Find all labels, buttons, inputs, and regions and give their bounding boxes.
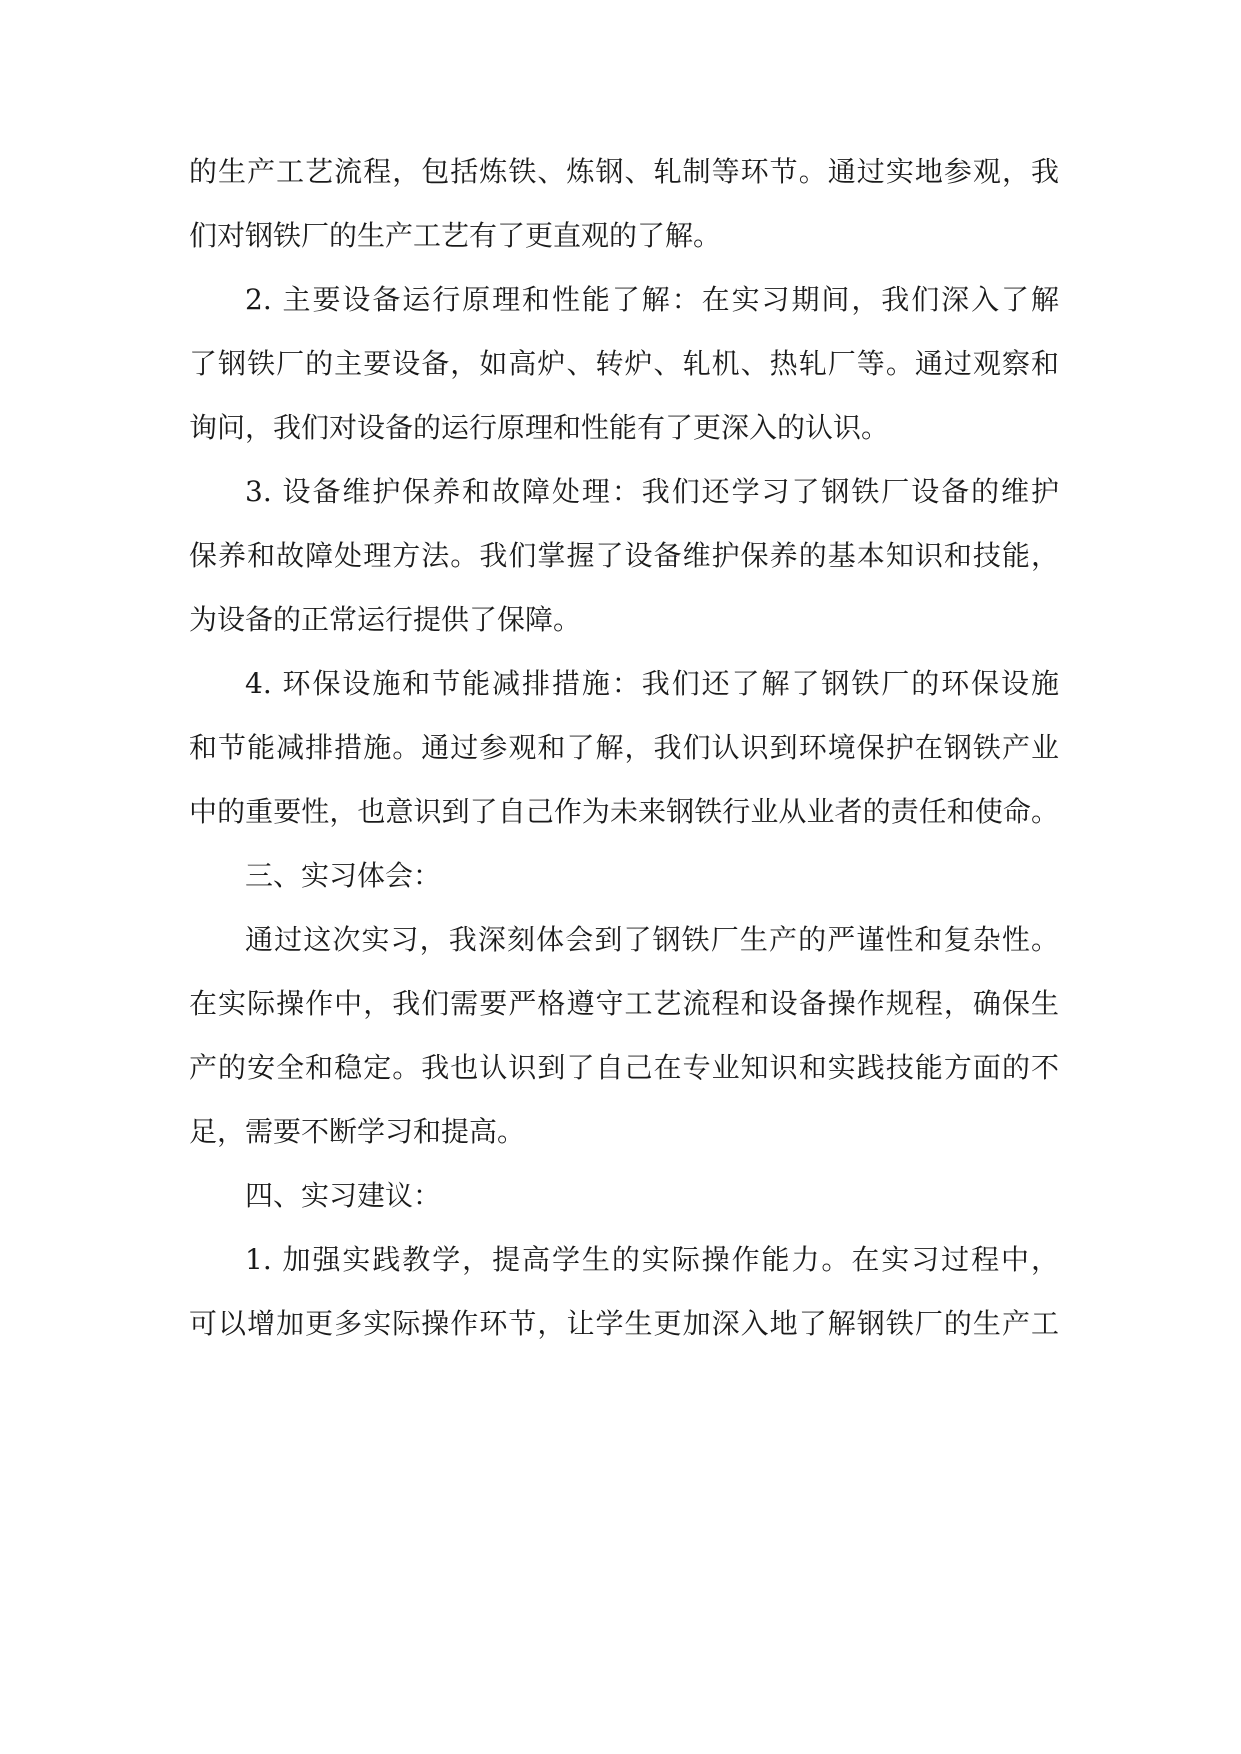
section-heading-3: 三、实习体会： (245, 859, 442, 892)
text-line: 足，需要不断学习和提高。 (189, 1115, 526, 1148)
text-line: 在实际操作中，我们需要严格遵守工艺流程和设备操作规程，确保生 (189, 987, 1059, 1020)
text-line: 的生产工艺流程，包括炼铁、炼钢、轧制等环节。通过实地参观，我 (189, 155, 1059, 188)
text-line: 为设备的正常运行提供了保障。 (189, 603, 582, 636)
text-line: 了钢铁厂的主要设备，如高炉、转炉、轧机、热轧厂等。通过观察和 (189, 347, 1059, 380)
text-line: 中的重要性，也意识到了自己作为未来钢铁行业从业者的责任和使命。 (189, 795, 1059, 828)
text-line: 可以增加更多实际操作环节，让学生更加深入地了解钢铁厂的生产工 (189, 1307, 1059, 1340)
text-line: 们对钢铁厂的生产工艺有了更直观的了解。 (189, 219, 722, 252)
text-line: 保养和故障处理方法。我们掌握了设备维护保养的基本知识和技能， (189, 539, 1059, 572)
list-item-3-start: 3. 设备维护保养和故障处理：我们还学习了钢铁厂设备的维护 (245, 475, 1059, 508)
text-line: 产的安全和稳定。我也认识到了自己在专业知识和实践技能方面的不 (189, 1051, 1059, 1084)
paragraph-start: 通过这次实习，我深刻体会到了钢铁厂生产的严谨性和复杂性。 (245, 923, 1059, 956)
list-item-1-start: 1. 加强实践教学，提高学生的实际操作能力。在实习过程中， (245, 1243, 1059, 1276)
text-line: 询问，我们对设备的运行原理和性能有了更深入的认识。 (189, 411, 890, 444)
section-heading-4: 四、实习建议： (245, 1179, 442, 1212)
text-line: 和节能减排措施。通过参观和了解，我们认识到环境保护在钢铁产业 (189, 731, 1059, 764)
list-item-2-start: 2. 主要设备运行原理和性能了解：在实习期间，我们深入了解 (245, 283, 1059, 316)
list-item-4-start: 4. 环保设施和节能减排措施：我们还了解了钢铁厂的环保设施 (245, 667, 1059, 700)
